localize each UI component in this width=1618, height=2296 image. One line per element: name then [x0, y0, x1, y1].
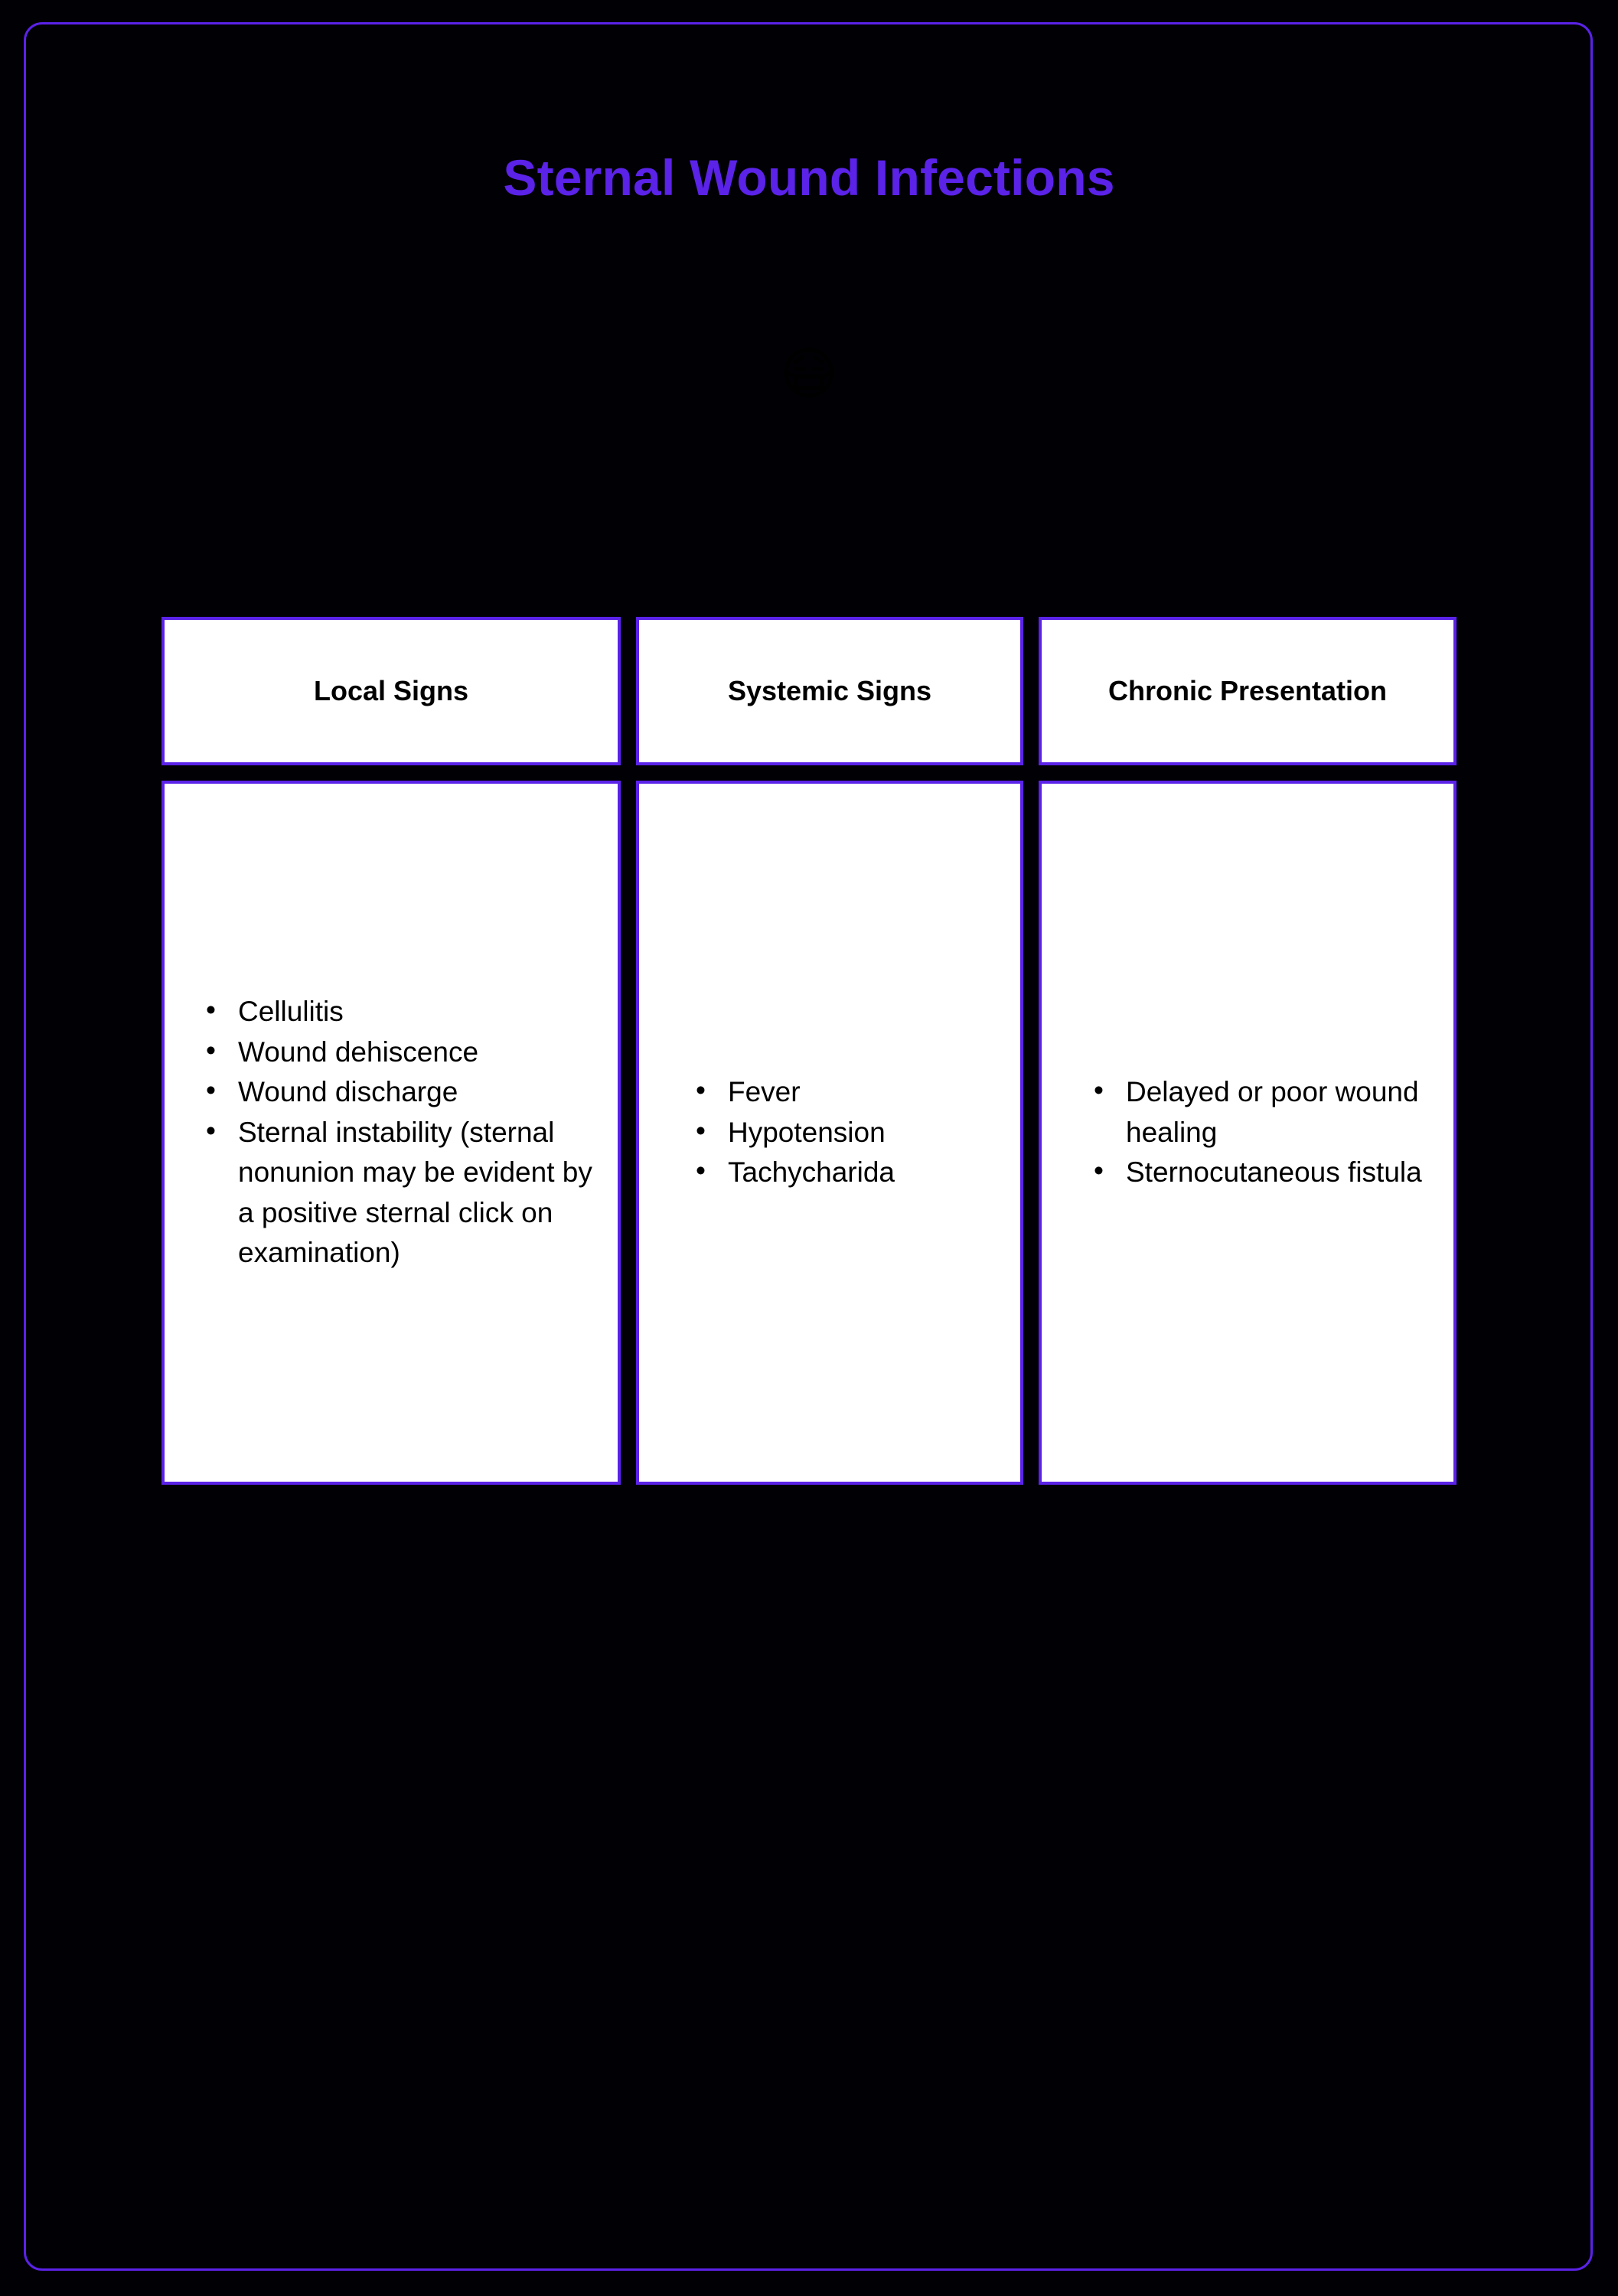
table-body-cell-systemic-signs	[636, 781, 1023, 1485]
local-signs-list	[165, 992, 615, 1274]
column-header-label: Chronic Presentation	[1107, 675, 1388, 707]
table-header-cell-local-signs	[161, 617, 621, 765]
chronic-presentation-list	[1042, 1072, 1450, 1193]
list-item: • Wound dehiscence	[238, 1032, 608, 1073]
table-header-row	[161, 617, 1457, 765]
list-item: • Cellulitis	[238, 992, 608, 1032]
list-item: • Fever	[728, 1072, 1008, 1113]
table-body-cell-chronic-presentation	[1039, 781, 1457, 1485]
table-body-row	[161, 781, 1457, 1485]
table-header-cell-chronic-presentation	[1039, 617, 1457, 765]
list-item: • Delayed or poor wound healing	[1126, 1072, 1443, 1153]
column-header-label: Local Signs	[313, 675, 469, 707]
list-item: • Hypotension	[728, 1113, 1008, 1153]
signs-table	[161, 617, 1457, 1485]
page-title: Sternal Wound Infections	[503, 149, 1115, 206]
face-with-medical-mask-icon: 😷	[779, 341, 839, 407]
table-body-cell-local-signs	[161, 781, 621, 1485]
list-item: • Tachycharida	[728, 1153, 1008, 1193]
table-header-cell-systemic-signs	[636, 617, 1023, 765]
list-item: • Sternal instability (sternal nonunion may be evident by a positive sternal click on examination)	[238, 1113, 608, 1274]
systemic-signs-list	[639, 1072, 1017, 1193]
column-header-label: Systemic Signs	[727, 675, 932, 707]
list-item: • Wound discharge	[238, 1072, 608, 1113]
list-item: • Sternocutaneous fistula	[1126, 1153, 1443, 1193]
emoji-container	[0, 341, 1618, 461]
